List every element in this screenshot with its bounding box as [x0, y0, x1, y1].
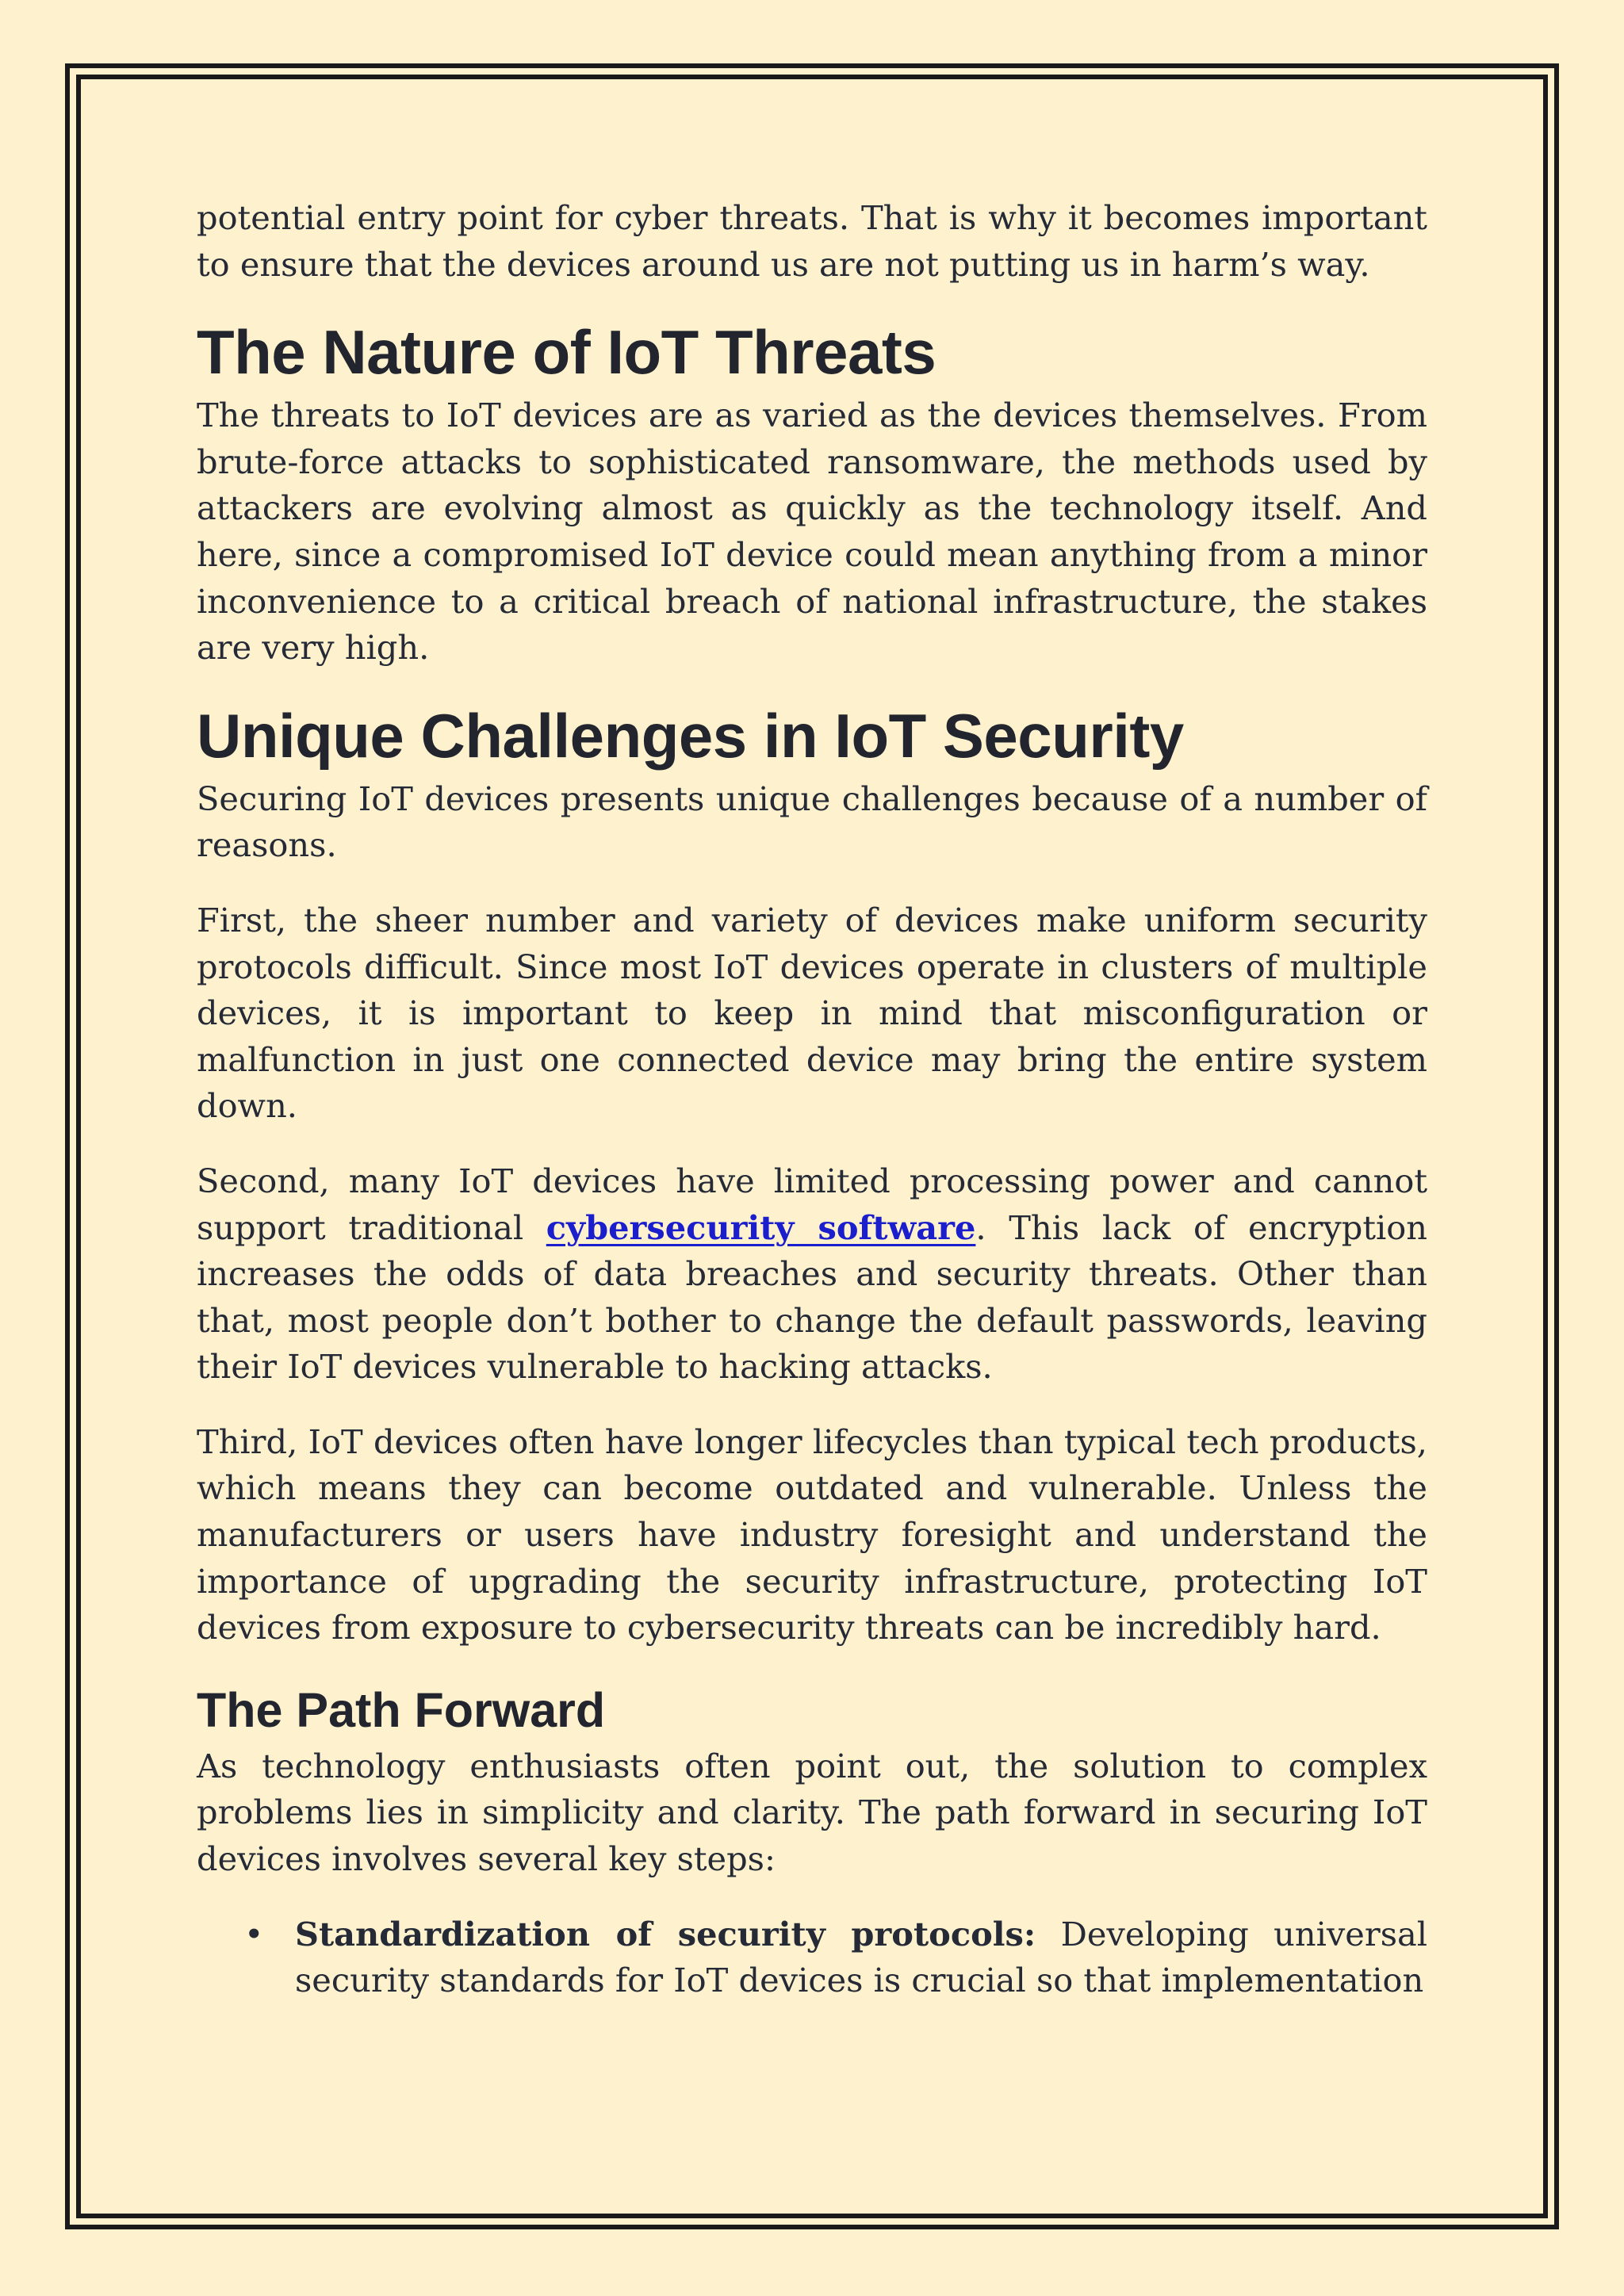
path-paragraph: As technology enthusiasts often point out, the solution to complex problems lies in simplicity and clarity. The path forward in securing IoT devices involves several key steps: [197, 1746, 1427, 1879]
article-body [197, 195, 1427, 2004]
cybersecurity-software-link[interactable]: cybersecurity software [546, 1207, 976, 1247]
second-text-after-link: . This lack of encryption increases the odds of data breaches and security threats. Other than that, most people don’t bother to change the default passwords, leaving their IoT devices vulnerable to hacking attacks. [197, 1207, 1427, 1387]
second-text-before-link: Second, many IoT devices have limited processing power and cannot support traditional [197, 1161, 1427, 1247]
key-steps-list [197, 1911, 1427, 2004]
heading-path-forward: The Path Forward [197, 1682, 606, 1737]
list-item-text: Developing universal security standards for IoT devices is crucial so that implementation [295, 1914, 1428, 2000]
heading-nature-of-iot-threats: The Nature of IoT Threats [197, 317, 936, 388]
challenges-intro-paragraph: Securing IoT devices presents unique challenges because of a number of reasons. [197, 779, 1427, 865]
bullet-icon: • [244, 1914, 264, 1954]
nature-paragraph: The threats to IoT devices are as varied as the devices themselves. From brute-force attacks to sophisticated ransomware, the methods used by attackers are evolving almost as quickly as the technology itself. And here, since a compromised IoT device could mean anything from a minor inconvenience to a critical breach of national infrastructure, the stakes are very high. [197, 396, 1427, 668]
first-challenge-paragraph: First, the sheer number and variety of devices make uniform security protocols difficult. Since most IoT devices operate in clusters of multiple devices, it is important to keep in mind that misconfiguration or malfunction in just one connected device may bring the entire system down. [197, 900, 1427, 1126]
heading-unique-challenges: Unique Challenges in IoT Security [197, 700, 1184, 771]
second-challenge-paragraph [197, 1158, 1427, 1391]
third-challenge-paragraph: Third, IoT devices often have longer lifecycles than typical tech products, which means they can become outdated and vulnerable. Unless the manufacturers or users have industry foresight and understand the importance of upgrading the security infrastructure, protecting IoT devices from exposure to cybersecurity threats can be incredibly hard. [197, 1422, 1427, 1647]
list-item-label: Standardization of security protocols: [295, 1914, 1036, 1954]
list-item [197, 1911, 1427, 2004]
intro-paragraph: potential entry point for cyber threats. That is why it becomes important to ensure that the devices around us are not putting us in harm’s way. [197, 198, 1427, 284]
